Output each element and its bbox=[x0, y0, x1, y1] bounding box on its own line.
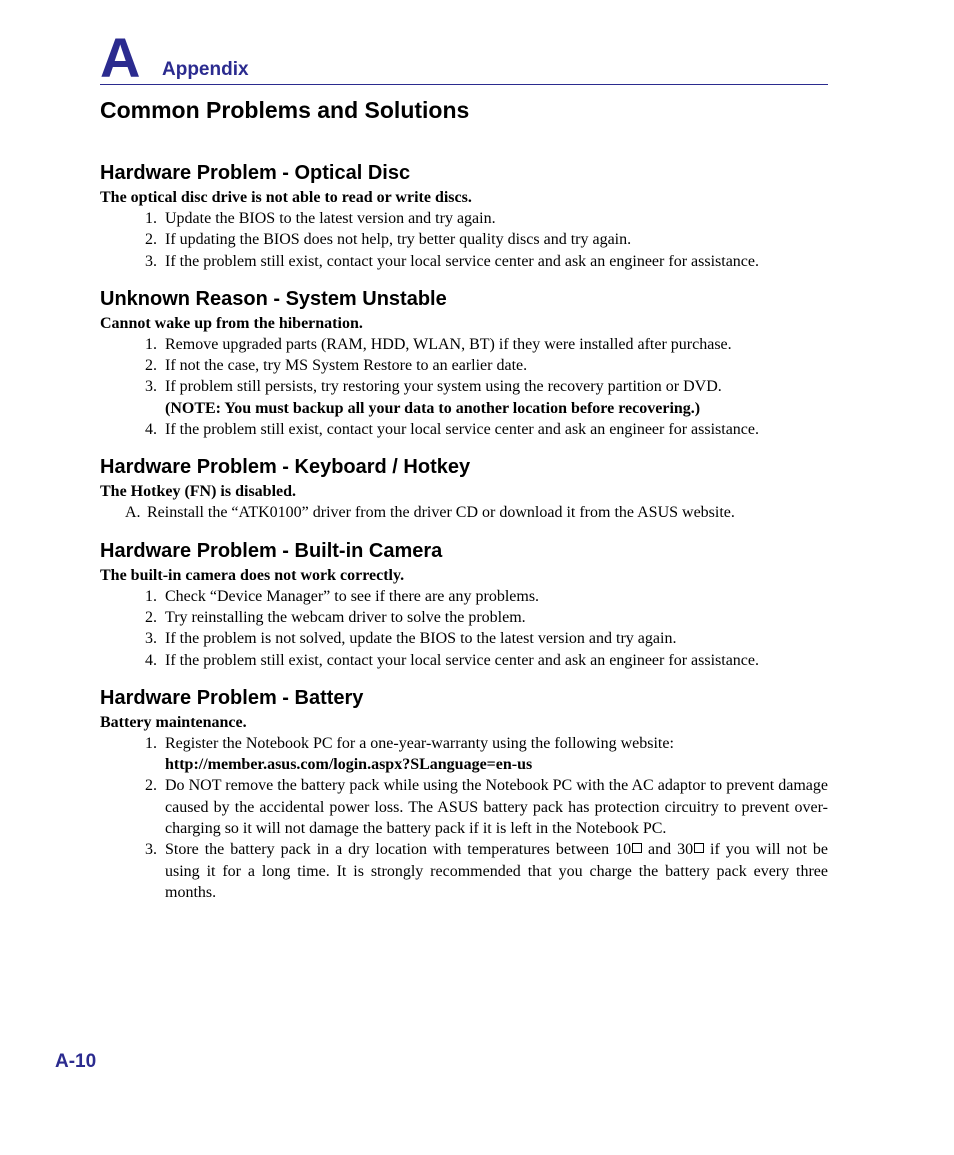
section-heading: Hardware Problem - Battery bbox=[100, 686, 364, 709]
list-item: 3. If the problem still exist, contact your local service center and ask an engineer for assistance. bbox=[145, 252, 759, 270]
section-system-unstable bbox=[100, 285, 828, 440]
section-keyboard-hotkey bbox=[100, 453, 828, 523]
list-item: 3. Store the battery pack in a dry location with temperatures between 10 and 30 if you will not be using it for a long time. It is strongly recommended that you charge the battery pack every three months. bbox=[145, 841, 828, 901]
appendix-letter: A bbox=[100, 26, 141, 89]
degree-symbol-icon bbox=[632, 843, 642, 853]
steps-list bbox=[100, 733, 828, 903]
page-title: Common Problems and Solutions bbox=[100, 97, 470, 123]
steps-list bbox=[100, 586, 828, 671]
list-item: 1. Remove upgraded parts (RAM, HDD, WLAN, BT) if they were installed after purchase. bbox=[145, 335, 732, 353]
list-item: A. Reinstall the “ATK0100” driver from the driver CD or download it from the ASUS website. bbox=[125, 504, 735, 522]
list-item: 1. Check “Device Manager” to see if there are any problems. bbox=[145, 587, 540, 605]
header-rule bbox=[100, 84, 828, 85]
steps-list bbox=[100, 208, 828, 272]
section-battery bbox=[100, 684, 828, 903]
list-item: 1. Update the BIOS to the latest version and try again. bbox=[145, 210, 496, 227]
steps-list bbox=[100, 334, 828, 440]
degree-symbol-icon bbox=[694, 843, 704, 853]
problem-statement: Battery maintenance. bbox=[100, 713, 247, 731]
list-item: 2. Try reinstalling the webcam driver to solve the problem. bbox=[145, 608, 526, 626]
list-item: 3. If the problem is not solved, update the BIOS to the latest version and try again. bbox=[145, 630, 677, 648]
problem-statement: The built-in camera does not work correctly. bbox=[100, 566, 405, 584]
section-heading: Hardware Problem - Optical Disc bbox=[100, 162, 411, 184]
problem-statement: The optical disc drive is not able to read or write discs. bbox=[100, 189, 472, 206]
section-heading: Hardware Problem - Keyboard / Hotkey bbox=[100, 456, 471, 479]
list-item: 2. Do NOT remove the battery pack while using the Notebook PC with the AC adaptor to prevent damage caused by the accidental power loss. The ASUS battery pack has protection circuitry to prevent over-charging so it will not damage the battery pack if it is left in the Notebook PC. bbox=[145, 777, 828, 838]
list-item: 4. If the problem still exist, contact your local service center and ask an engineer for assistance. bbox=[145, 651, 759, 669]
list-item: 1. Register the Notebook PC for a one-year-warranty using the following website: http://member.asus.com/login.aspx?SLanguage=en-us bbox=[100, 733, 828, 776]
page-number: A-10 bbox=[55, 1051, 97, 1072]
problem-statement: Cannot wake up from the hibernation. bbox=[100, 314, 363, 332]
registration-url: http://member.asus.com/login.aspx?SLanguage=en-us bbox=[165, 756, 533, 774]
appendix-title: Appendix bbox=[162, 59, 249, 80]
steps-list bbox=[100, 502, 828, 523]
section-built-in-camera bbox=[100, 537, 828, 671]
section-optical-disc bbox=[100, 159, 828, 272]
section-heading: Hardware Problem - Built-in Camera bbox=[100, 539, 443, 562]
list-item: 3. If problem still persists, try restoring your system using the recovery partition or DVD. (NOTE: You must backup all your data to another location before recovering.) bbox=[100, 376, 828, 419]
section-heading: Unknown Reason - System Unstable bbox=[100, 287, 447, 310]
content bbox=[100, 159, 828, 903]
problem-statement: The Hotkey (FN) is disabled. bbox=[100, 483, 297, 501]
list-item: 2. If updating the BIOS does not help, try better quality discs and try again. bbox=[145, 231, 632, 249]
list-item: 4. If the problem still exist, contact your local service center and ask an engineer for assistance. bbox=[145, 421, 759, 439]
backup-note: (NOTE: You must backup all your data to another location before recovering.) bbox=[165, 399, 701, 417]
list-item: 2. If not the case, try MS System Restore to an earlier date. bbox=[145, 357, 528, 375]
